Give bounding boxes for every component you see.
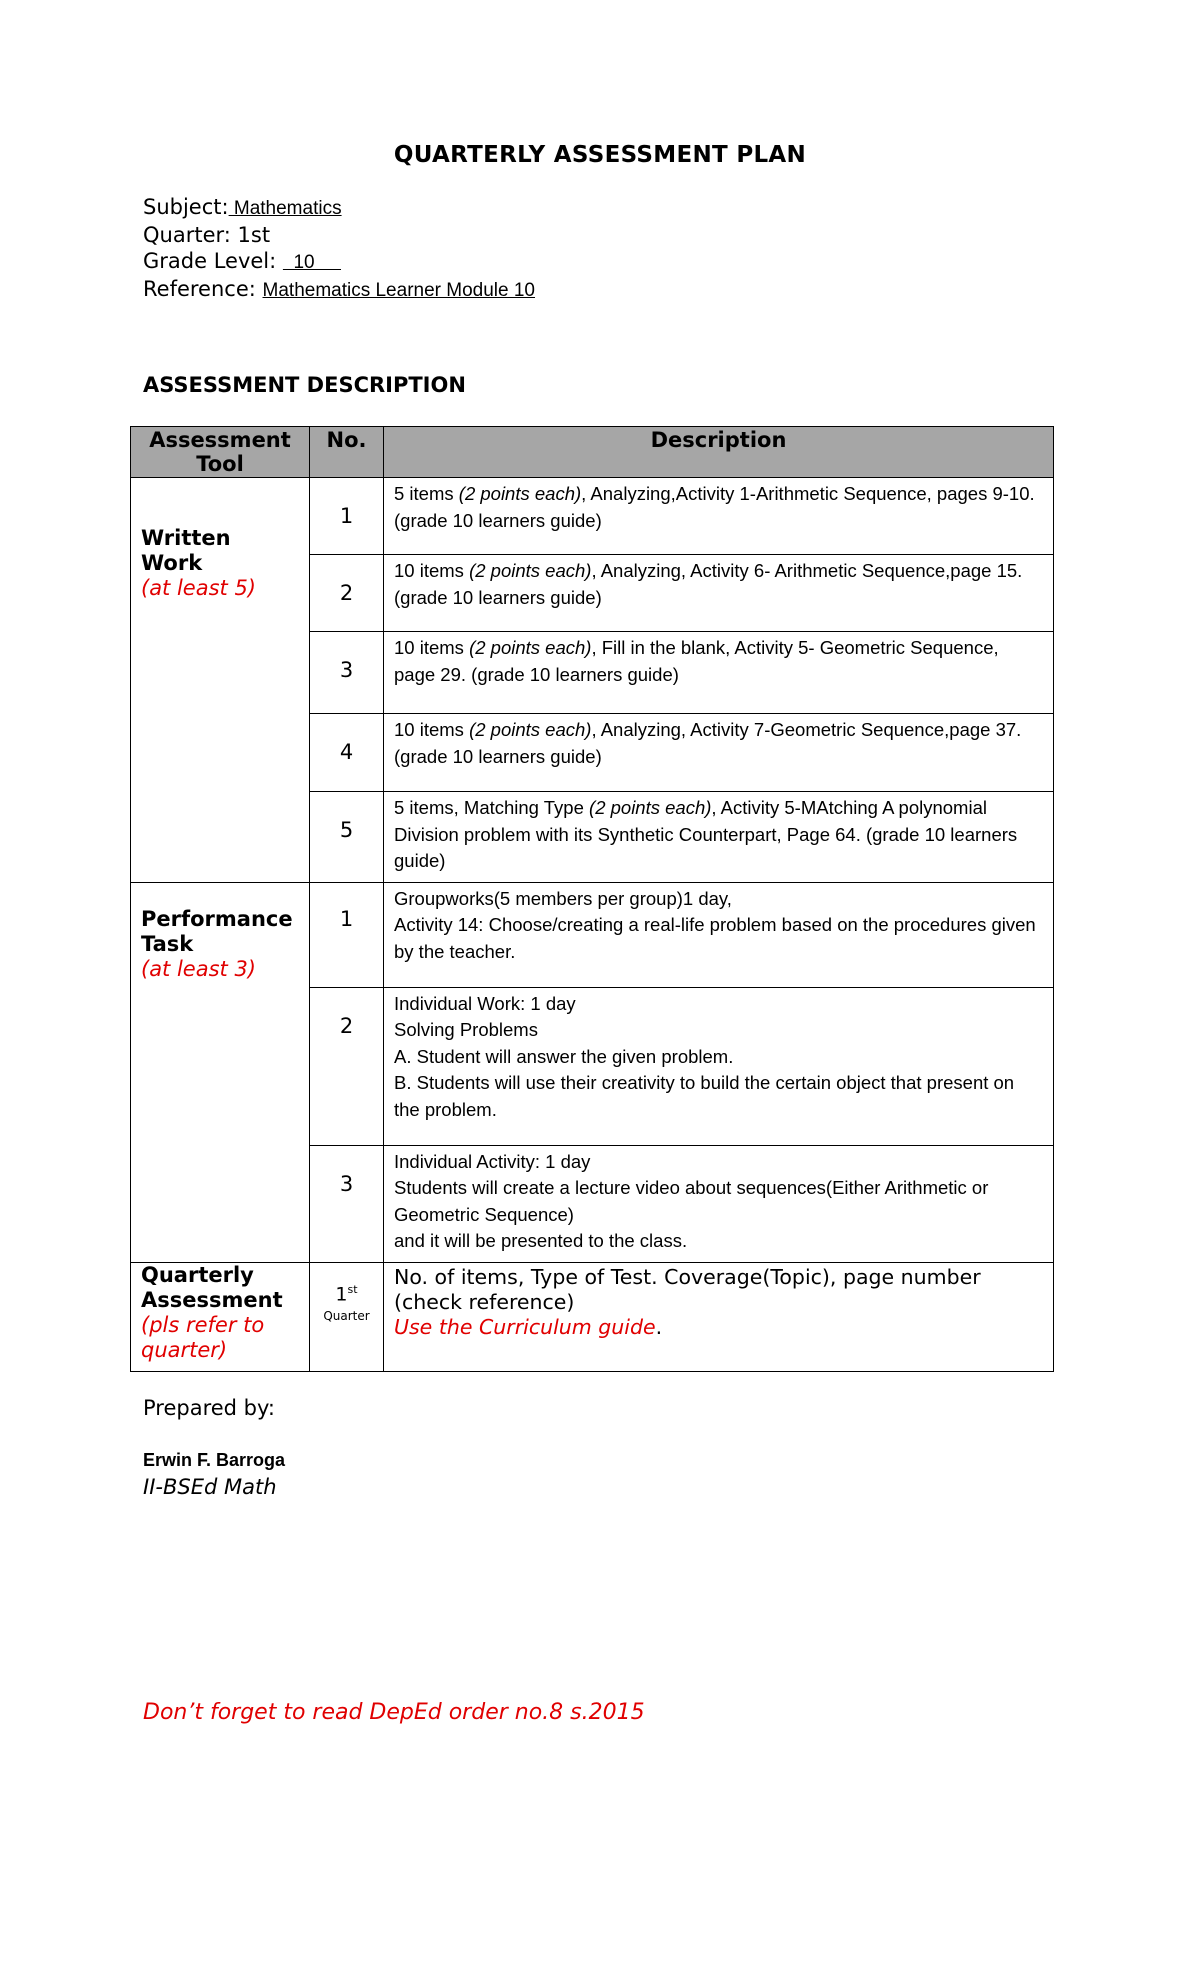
quarter-value: 1st — [237, 223, 271, 247]
table-row — [131, 1262, 1054, 1371]
row-description: Individual Activity: 1 day Students will create a lecture video about sequences(Either Arithmetic or Geometric Sequence) and it will be presented to the class. — [384, 1145, 1054, 1262]
subject-label: Subject: — [143, 195, 229, 219]
document-meta — [143, 194, 535, 304]
row-number: 3 — [310, 632, 384, 714]
row-description: 10 items (2 points each), Analyzing, Activity 6- Arithmetic Sequence,page 15.(grade 10 learners guide) — [384, 555, 1054, 632]
author-degree: II-BSEd Math — [143, 1475, 277, 1499]
header-description: Description — [384, 427, 1054, 478]
reference-value: Mathematics Learner Module 10 — [262, 280, 535, 301]
quarter-line — [143, 222, 535, 248]
document-title: QUARTERLY ASSESSMENT PLAN — [393, 142, 807, 168]
quarter-label: Quarter: — [143, 223, 231, 247]
quarterly-assessment-cell — [131, 1262, 310, 1371]
section-title: ASSESSMENT DESCRIPTION — [143, 373, 466, 397]
written-work-note: (at least 5) — [141, 576, 256, 600]
subject-line — [143, 194, 535, 222]
prepared-by-label: Prepared by: — [143, 1396, 275, 1420]
assessment-table — [130, 426, 1054, 1372]
performance-task-cell — [131, 882, 310, 1262]
written-work-cell — [131, 478, 310, 883]
row-description: No. of items, Type of Test. Coverage(Topic), page number (check reference) Use the Curriculum guide. — [384, 1262, 1054, 1371]
author-name: Erwin F. Barroga — [143, 1450, 286, 1470]
quarterly-assessment-label: Quarterly Assessment — [141, 1262, 283, 1312]
row-number: 2 — [310, 555, 384, 632]
row-number: 5 — [310, 792, 384, 883]
row-number: 1 — [310, 882, 384, 987]
reference-line — [143, 276, 535, 304]
row-number: 3 — [310, 1145, 384, 1262]
performance-task-note: (at least 3) — [141, 956, 256, 981]
table-header-row — [131, 427, 1054, 478]
performance-task-label: Performance Task — [141, 906, 293, 956]
row-description: Individual Work: 1 day Solving Problems A. Student will answer the given problem. B. Students will use their creativity to build the certain object that present on the problem. — [384, 987, 1054, 1145]
row-description: 5 items, Matching Type (2 points each), Activity 5-MAtching A polynomial Division problem with its Synthetic Counterpart, Page 64. (grade 10 learners guide) — [384, 792, 1054, 883]
reminder-note: Don’t forget to read DepEd order no.8 s.2015 — [143, 1700, 645, 1725]
row-description: 10 items (2 points each), Analyzing, Activity 7-Geometric Sequence,page 37. (grade 10 learners guide) — [384, 714, 1054, 792]
quarterly-assessment-note: (pls refer to quarter) — [141, 1312, 265, 1362]
row-number: 1 — [310, 478, 384, 555]
row-number: 2 — [310, 987, 384, 1145]
header-no: No. — [310, 427, 384, 478]
row-number: 1st Quarter — [310, 1262, 384, 1371]
table-row — [131, 882, 1054, 987]
subject-value: Mathematics — [228, 198, 342, 219]
written-work-label: Written Work — [141, 526, 231, 575]
reference-label: Reference: — [143, 277, 256, 301]
curriculum-guide-note: Use the Curriculum guide — [394, 1314, 656, 1339]
grade-value: 10 — [282, 252, 341, 273]
row-description: 5 items (2 points each), Analyzing,Activity 1-Arithmetic Sequence, pages 9-10. (grade 10 learners guide) — [384, 478, 1054, 555]
row-description: Groupworks(5 members per group)1 day, Activity 14: Choose/creating a real-life problem based on the procedures given by the teacher. — [384, 882, 1054, 987]
header-tool: Assessment Tool — [131, 427, 310, 478]
table-row — [131, 478, 1054, 555]
grade-label: Grade Level: — [143, 249, 277, 273]
grade-line — [143, 248, 535, 276]
row-number: 4 — [310, 714, 384, 792]
row-description: 10 items (2 points each), Fill in the blank, Activity 5- Geometric Sequence, page 29. (grade 10 learners guide) — [384, 632, 1054, 714]
